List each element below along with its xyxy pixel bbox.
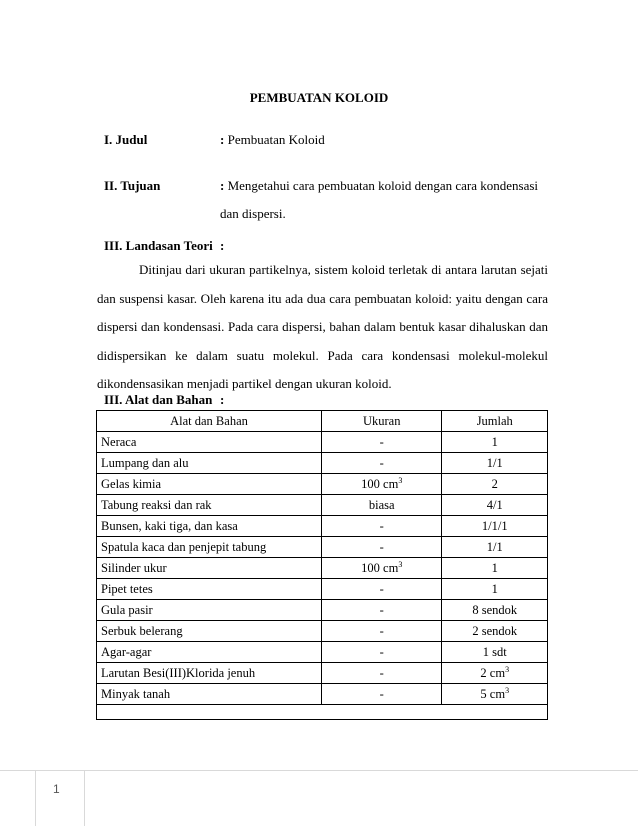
tujuan-value-wrap [220,172,558,228]
cell-item-text: Serbuk belerang [101,623,183,638]
cell-ukuran-text: - [379,603,384,618]
footer-page-box [35,770,85,826]
cell-jumlah-text: 1 [491,561,498,576]
cell-jumlah-text: 2 sendok [472,624,518,639]
cell-jumlah-text: 1/1 [486,456,503,471]
cell-ukuran [321,600,442,621]
cell-item-text: Silinder ukur [101,560,167,575]
cell-item [97,684,322,705]
cell-jumlah-text: 1 sdt [482,645,507,660]
cell-ukuran-text: - [379,519,384,534]
cell-item-text: Bunsen, kaki tiga, dan kasa [101,518,238,533]
cell-ukuran [321,663,442,684]
cell-jumlah [442,579,548,600]
table-row [97,579,548,600]
cell-jumlah [442,663,548,684]
cell-item [97,579,322,600]
judul-colon: : [220,132,225,147]
page-number: 1 [53,782,60,796]
cell-ukuran-superscript: 3 [398,475,403,485]
cell-item-text: Tabung reaksi dan rak [101,497,212,512]
table-row [97,684,548,705]
cell-ukuran-text: - [379,582,384,597]
cell-jumlah [442,495,548,516]
cell-ukuran-text: 100 cm [361,561,399,576]
cell-jumlah-text: 2 [491,477,498,492]
cell-item [97,558,322,579]
cell-jumlah [442,537,548,558]
cell-item [97,453,322,474]
cell-ukuran-text: - [379,435,384,450]
cell-ukuran [321,621,442,642]
cell-ukuran [321,579,442,600]
cell-ukuran-text: - [379,666,384,681]
cell-ukuran [321,558,442,579]
alat-colon: : [220,392,225,407]
cell-jumlah [442,621,548,642]
tujuan-colon: : [220,178,225,193]
header-jumlah: Jumlah [442,411,548,432]
table-bottom-gap [97,705,548,720]
cell-ukuran [321,516,442,537]
table-row [97,432,548,453]
cell-jumlah [442,516,548,537]
cell-item [97,621,322,642]
header-alat: Alat dan Bahan [97,411,322,432]
cell-jumlah-text: 2 cm [480,666,506,681]
page-title: PEMBUATAN KOLOID [249,90,389,105]
judul-value: Pembuatan Koloid [227,132,325,147]
cell-ukuran-superscript: 3 [398,559,403,569]
table-row [97,453,548,474]
cell-item [97,516,322,537]
cell-jumlah [442,558,548,579]
cell-item [97,495,322,516]
cell-item-text: Minyak tanah [101,686,171,701]
cell-jumlah-superscript: 3 [505,664,510,674]
cell-item-text: Pipet tetes [101,581,153,596]
table-row [97,558,548,579]
tujuan-value: Mengetahui cara pembuatan koloid dengan cara kondensasi dan dispersi. [220,178,539,221]
cell-ukuran [321,474,442,495]
alat-bahan-table [96,410,548,720]
cell-jumlah-text: 1/1 [486,540,503,555]
cell-jumlah [442,474,548,495]
table-row [97,495,548,516]
alat-label: III. Alat dan Bahan [104,392,213,407]
cell-item [97,663,322,684]
cell-jumlah-superscript: 3 [505,685,510,695]
cell-jumlah [442,642,548,663]
cell-ukuran [321,453,442,474]
cell-ukuran [321,642,442,663]
cell-ukuran [321,537,442,558]
cell-ukuran-text: biasa [368,498,395,513]
table-header-row [97,411,548,432]
cell-item [97,537,322,558]
cell-item-text: Neraca [101,434,137,449]
cell-item-text: Lumpang dan alu [101,455,189,470]
cell-ukuran-text: - [379,687,384,702]
cell-ukuran-text: - [379,624,384,639]
cell-ukuran [321,495,442,516]
cell-ukuran [321,432,442,453]
cell-ukuran-text: 100 cm [361,477,399,492]
cell-jumlah [442,432,548,453]
cell-jumlah-text: 1/1/1 [481,519,508,534]
landasan-paragraph: Ditinjau dari ukuran partikelnya, sistem koloid terletak di antara larutan sejati dan suspensi kasar. Oleh karena itu ada dua cara pembuatan koloid: yaitu dengan cara dispersi dan kondensasi. Pada cara dispersi, bahan dalam bentuk kasar dihaluskan dan didispersikan ke dalam suatu molekul. Pada cara kondensasi molekul-molekul dikondensasikan menjadi partikel dengan ukuran koloid. [97,262,548,392]
landasan-colon: : [220,238,225,253]
cell-ukuran-text: - [379,456,384,471]
cell-item-text: Gula pasir [101,602,153,617]
header-ukuran: Ukuran [321,411,442,432]
cell-jumlah-text: 1 [491,435,498,450]
tujuan-label: II. Tujuan [104,178,161,193]
cell-item-text: Gelas kimia [101,476,162,491]
table-row [97,642,548,663]
cell-item [97,642,322,663]
table-row [97,621,548,642]
table-row [97,537,548,558]
cell-item-text: Spatula kaca dan penjepit tabung [101,539,267,554]
judul-label: I. Judul [104,132,148,147]
landasan-label: III. Landasan Teori [104,238,213,253]
table-row [97,516,548,537]
table-body [97,432,548,720]
cell-jumlah-text: 5 cm [480,687,506,702]
cell-item [97,600,322,621]
cell-jumlah [442,453,548,474]
cell-item-text: Agar-agar [101,644,152,659]
cell-jumlah-text: 4/1 [486,498,503,513]
judul-value-wrap [220,126,558,154]
footer-divider [0,770,638,771]
table-row [97,663,548,684]
cell-ukuran-text: - [379,540,384,555]
cell-ukuran [321,684,442,705]
cell-jumlah-text: 1 [491,582,498,597]
cell-jumlah [442,600,548,621]
cell-item [97,432,322,453]
cell-jumlah [442,684,548,705]
cell-item-text: Larutan Besi(III)Klorida jenuh [101,665,256,680]
cell-item [97,474,322,495]
cell-ukuran-text: - [379,645,384,660]
cell-jumlah-text: 8 sendok [472,603,518,618]
table-row [97,600,548,621]
table-row [97,474,548,495]
